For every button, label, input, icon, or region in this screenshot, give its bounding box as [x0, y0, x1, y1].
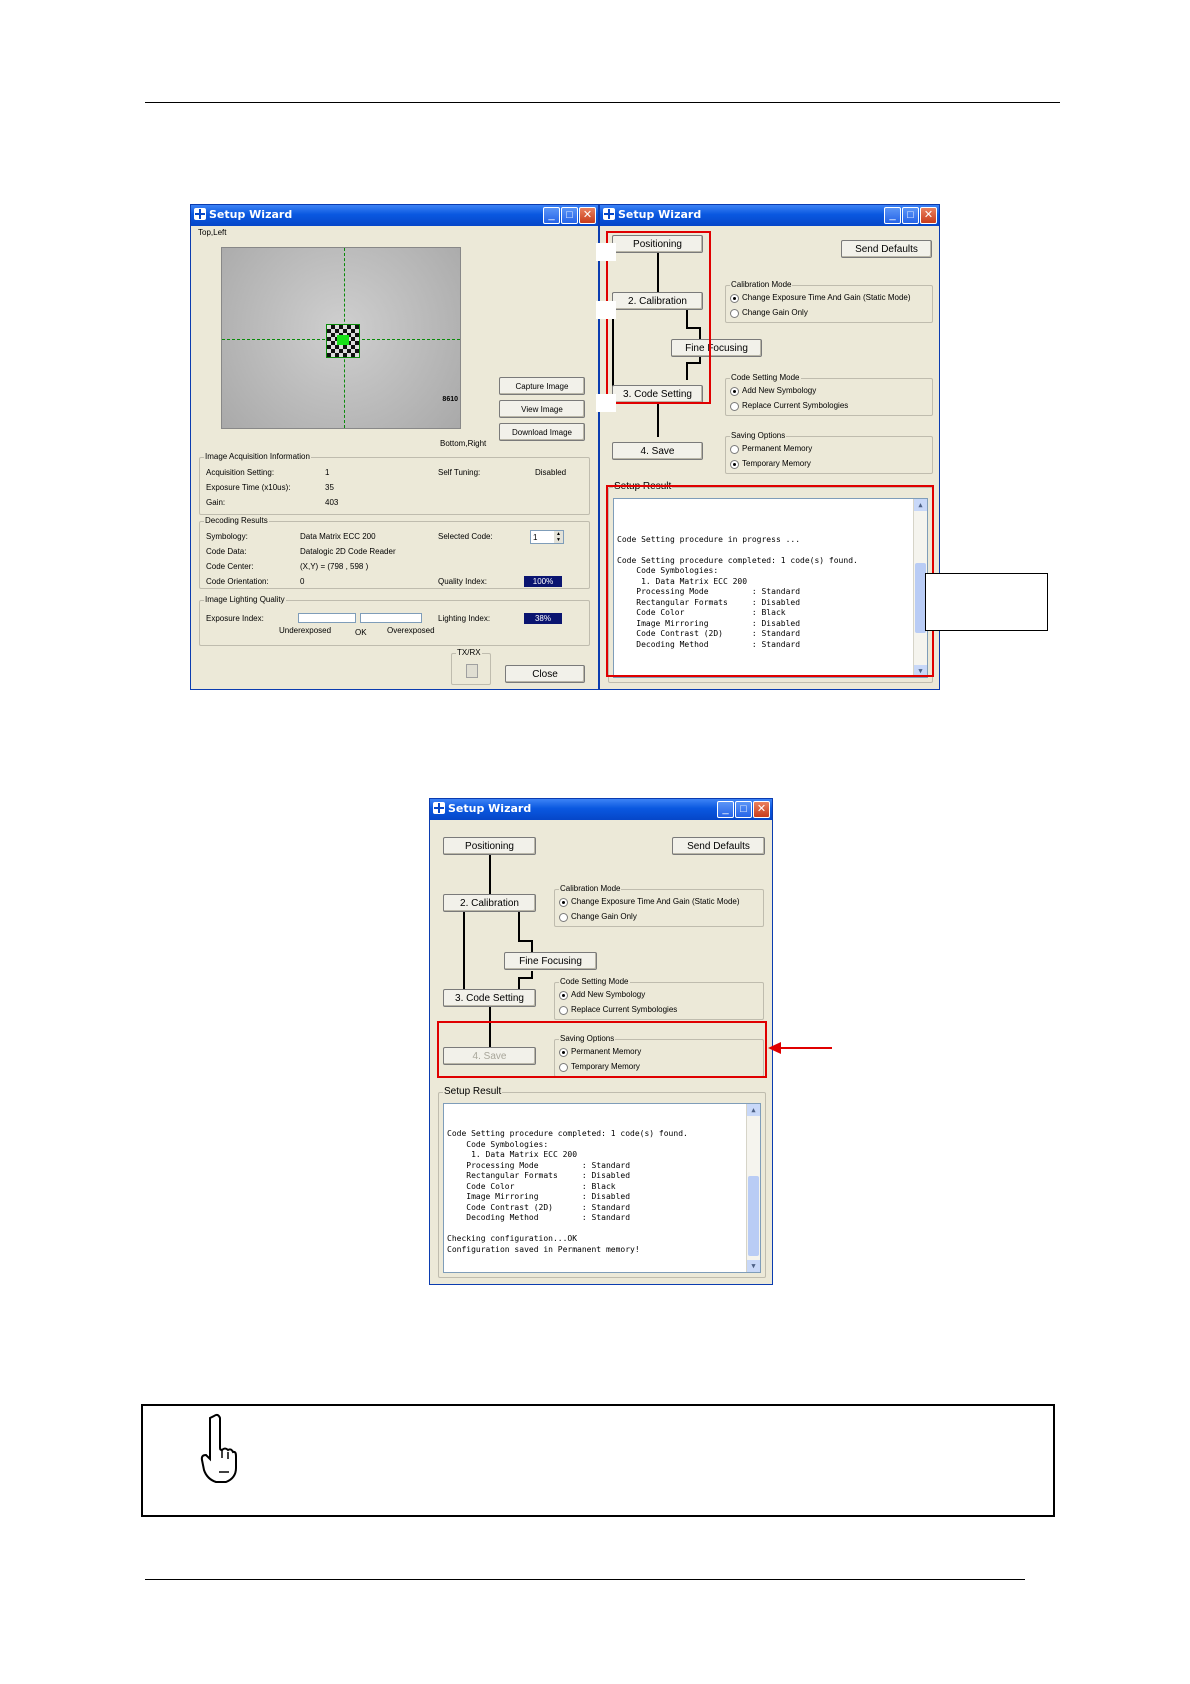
- minimize-icon[interactable]: _: [717, 801, 734, 818]
- close-icon[interactable]: ✕: [920, 207, 937, 224]
- note-box: [141, 1404, 1055, 1517]
- positioning-button[interactable]: Positioning: [443, 837, 536, 855]
- steps-highlight-box: [606, 231, 711, 404]
- top-left-label: Top,Left: [198, 228, 227, 237]
- fine-focusing-button[interactable]: Fine Focusing: [504, 952, 597, 970]
- title-bar[interactable]: [191, 205, 598, 226]
- exposure-index-bar-left: [298, 613, 356, 623]
- flow-line: [518, 940, 532, 942]
- send-defaults-button[interactable]: Send Defaults: [841, 240, 932, 258]
- code-setting-button[interactable]: 3. Code Setting: [612, 385, 703, 403]
- acquisition-group: Image Acquisition Information Acquisition Setting: 1 Exposure Time (x10us): 35 Gain: 403 Self Tuning: Disabled: [199, 457, 590, 515]
- lighting-index-bar: 38%: [524, 613, 562, 624]
- app-icon: [194, 208, 206, 220]
- lighting-group: Image Lighting Quality Exposure Index: Underexposed OK Overexposed Lighting Index: 38%: [199, 600, 590, 646]
- setup-result-highlight-box: [606, 485, 934, 677]
- close-icon[interactable]: ✕: [579, 207, 596, 224]
- window-title: Setup Wizard: [448, 802, 532, 815]
- flow-line: [657, 401, 659, 437]
- save-button[interactable]: 4. Save: [612, 442, 703, 460]
- calibration-option-radio[interactable]: [559, 898, 568, 907]
- title-bar[interactable]: [430, 799, 772, 820]
- datamatrix-code: [326, 324, 360, 358]
- pointing-hand-icon: [197, 1412, 237, 1484]
- close-button[interactable]: Close: [505, 665, 585, 683]
- setup-result-console[interactable]: [443, 1103, 761, 1273]
- fine-focusing-button[interactable]: Fine Focusing: [671, 339, 762, 357]
- flow-line: [531, 971, 533, 979]
- calibration-button[interactable]: 2. Calibration: [443, 894, 536, 912]
- window-title: Setup Wizard: [209, 208, 293, 221]
- saving-option-radio[interactable]: [730, 445, 739, 454]
- view-image-button[interactable]: View Image: [499, 400, 585, 418]
- positioning-button[interactable]: Positioning: [612, 235, 703, 253]
- footer-rule: [145, 1579, 1025, 1580]
- app-icon: [433, 802, 445, 814]
- calibration-mode-group: Calibration Mode Change Exposure Time And Gain (Static Mode) Change Gain Only: [554, 889, 764, 927]
- captured-image[interactable]: [221, 247, 461, 429]
- scroll-up-icon[interactable]: ▲: [747, 1104, 760, 1116]
- callout-marker-1: [596, 243, 616, 261]
- send-defaults-button[interactable]: Send Defaults: [672, 837, 765, 855]
- minimize-icon[interactable]: _: [543, 207, 560, 224]
- saving-options-group: Saving Options Permanent Memory Temporary Memory: [554, 1039, 764, 1077]
- saving-options-group: Saving Options Permanent Memory Temporary Memory: [725, 436, 933, 474]
- code-mode-radio[interactable]: [559, 991, 568, 1000]
- calibration-button[interactable]: 2. Calibration: [612, 292, 703, 310]
- setup-result-text: Code Setting procedure completed: 1 code(s) found. Code Symbologies: 1. Data Matrix ECC 200 Processing Mode : Standard Rectangular Formats : Disabled Code Color : Black Image Mirroring : Disabled Code Contrast (2D) : Standard Decoding Method : Standard Checking configuration...OK Configuration saved in Permanent memory!: [447, 1129, 688, 1254]
- saving-option-radio[interactable]: [730, 460, 739, 469]
- window-title: Setup Wizard: [618, 208, 702, 221]
- txrx-led: [466, 664, 478, 678]
- setup-result-group: Setup Result Code Setting procedure completed: 1 code(s) found. Code Symbologies: 1. Data Matrix ECC 200 Processing Mode : Standard Rectangular Formats : Disabled Code Color : Black Image Mirroring : Disabled Code Contrast (2D) : Standard Decoding Method : Standard Checking configuration...OK Configuration saved in Permanent memory! ▲ ▼: [438, 1092, 766, 1278]
- flow-line: [489, 854, 491, 894]
- maximize-icon[interactable]: □: [902, 207, 919, 224]
- calibration-option-radio[interactable]: [730, 294, 739, 303]
- arrow-line: [780, 1047, 832, 1049]
- code-setting-button[interactable]: 3. Code Setting: [443, 989, 536, 1007]
- code-mode-radio[interactable]: [730, 387, 739, 396]
- flow-line: [518, 977, 532, 979]
- callout-marker-2: [596, 301, 616, 319]
- callout-marker-3: [596, 394, 616, 412]
- maximize-icon[interactable]: □: [561, 207, 578, 224]
- flow-line: [518, 911, 520, 941]
- bottom-right-label: Bottom,Right: [440, 439, 487, 448]
- quality-index-bar: 100%: [524, 576, 562, 587]
- scroll-down-icon[interactable]: ▼: [747, 1260, 760, 1272]
- calibration-option-radio[interactable]: [730, 309, 739, 318]
- callout-box: [925, 573, 1048, 631]
- save-highlight-box: [437, 1021, 767, 1078]
- save-button[interactable]: 4. Save: [443, 1047, 536, 1065]
- capture-image-button[interactable]: Capture Image: [499, 377, 585, 395]
- header-rule: [145, 102, 1060, 103]
- code-setting-mode-group: Code Setting Mode Add New Symbology Replace Current Symbologies: [725, 378, 933, 416]
- image-code-text: 8610: [442, 396, 458, 403]
- close-icon[interactable]: ✕: [753, 801, 770, 818]
- setup-result-text: Code Setting procedure in progress ... Code Setting procedure completed: 1 code(s) found. Code Symbologies: 1. Data Matrix ECC 200 Processing Mode : Standard Rectangular Formats : Disabled Code Color : Black Image Mirroring : Disabled Code Contrast (2D) : Standard Decoding Method : Standard: [617, 534, 858, 649]
- calibration-option-radio[interactable]: [559, 913, 568, 922]
- decoding-group: Decoding Results Symbology: Data Matrix ECC 200 Code Data: Datalogic 2D Code Reader Code Center: (X,Y) = (798 , 598 ) Code Orientation: 0 Selected Code: 1 ▲ ▼ Quality Index: 100%: [199, 521, 590, 589]
- flow-line: [463, 911, 465, 991]
- maximize-icon[interactable]: □: [735, 801, 752, 818]
- txrx-group: TX/RX: [451, 653, 491, 685]
- title-bar[interactable]: [600, 205, 939, 226]
- flow-line: [531, 940, 533, 952]
- scroll-thumb[interactable]: [748, 1176, 759, 1256]
- code-setting-mode-group: Code Setting Mode Add New Symbology Replace Current Symbologies: [554, 982, 764, 1020]
- spinner-arrows-icon[interactable]: ▲ ▼: [554, 531, 563, 543]
- minimize-icon[interactable]: _: [884, 207, 901, 224]
- calibration-mode-group: Calibration Mode Change Exposure Time And Gain (Static Mode) Change Gain Only: [725, 285, 933, 323]
- code-mode-radio[interactable]: [730, 402, 739, 411]
- selected-code-spinner[interactable]: 1 ▲ ▼: [530, 530, 564, 544]
- exposure-index-bar-right: [360, 613, 422, 623]
- scroll-down-icon[interactable]: ▼: [914, 665, 927, 677]
- scroll-up-icon[interactable]: ▲: [914, 499, 927, 511]
- download-image-button[interactable]: Download Image: [499, 423, 585, 441]
- app-icon: [603, 208, 615, 220]
- code-mode-radio[interactable]: [559, 1006, 568, 1015]
- arrow-head-icon: [768, 1042, 781, 1054]
- setup-result-group: Setup Result Code Setting procedure in progress ... Code Setting procedure completed: 1 code(s) found. Code Symbologies: 1. Data Matrix ECC 200 Processing Mode : Standard Rectangular Formats : Disabled Code Color : Black Image Mirroring : Disabled Code Contrast (2D) : Standard Decoding Method : Standard ▲ ▼: [608, 487, 933, 683]
- setup-wizard-viewer-window: [190, 204, 599, 690]
- scrollbar[interactable]: [746, 1104, 760, 1272]
